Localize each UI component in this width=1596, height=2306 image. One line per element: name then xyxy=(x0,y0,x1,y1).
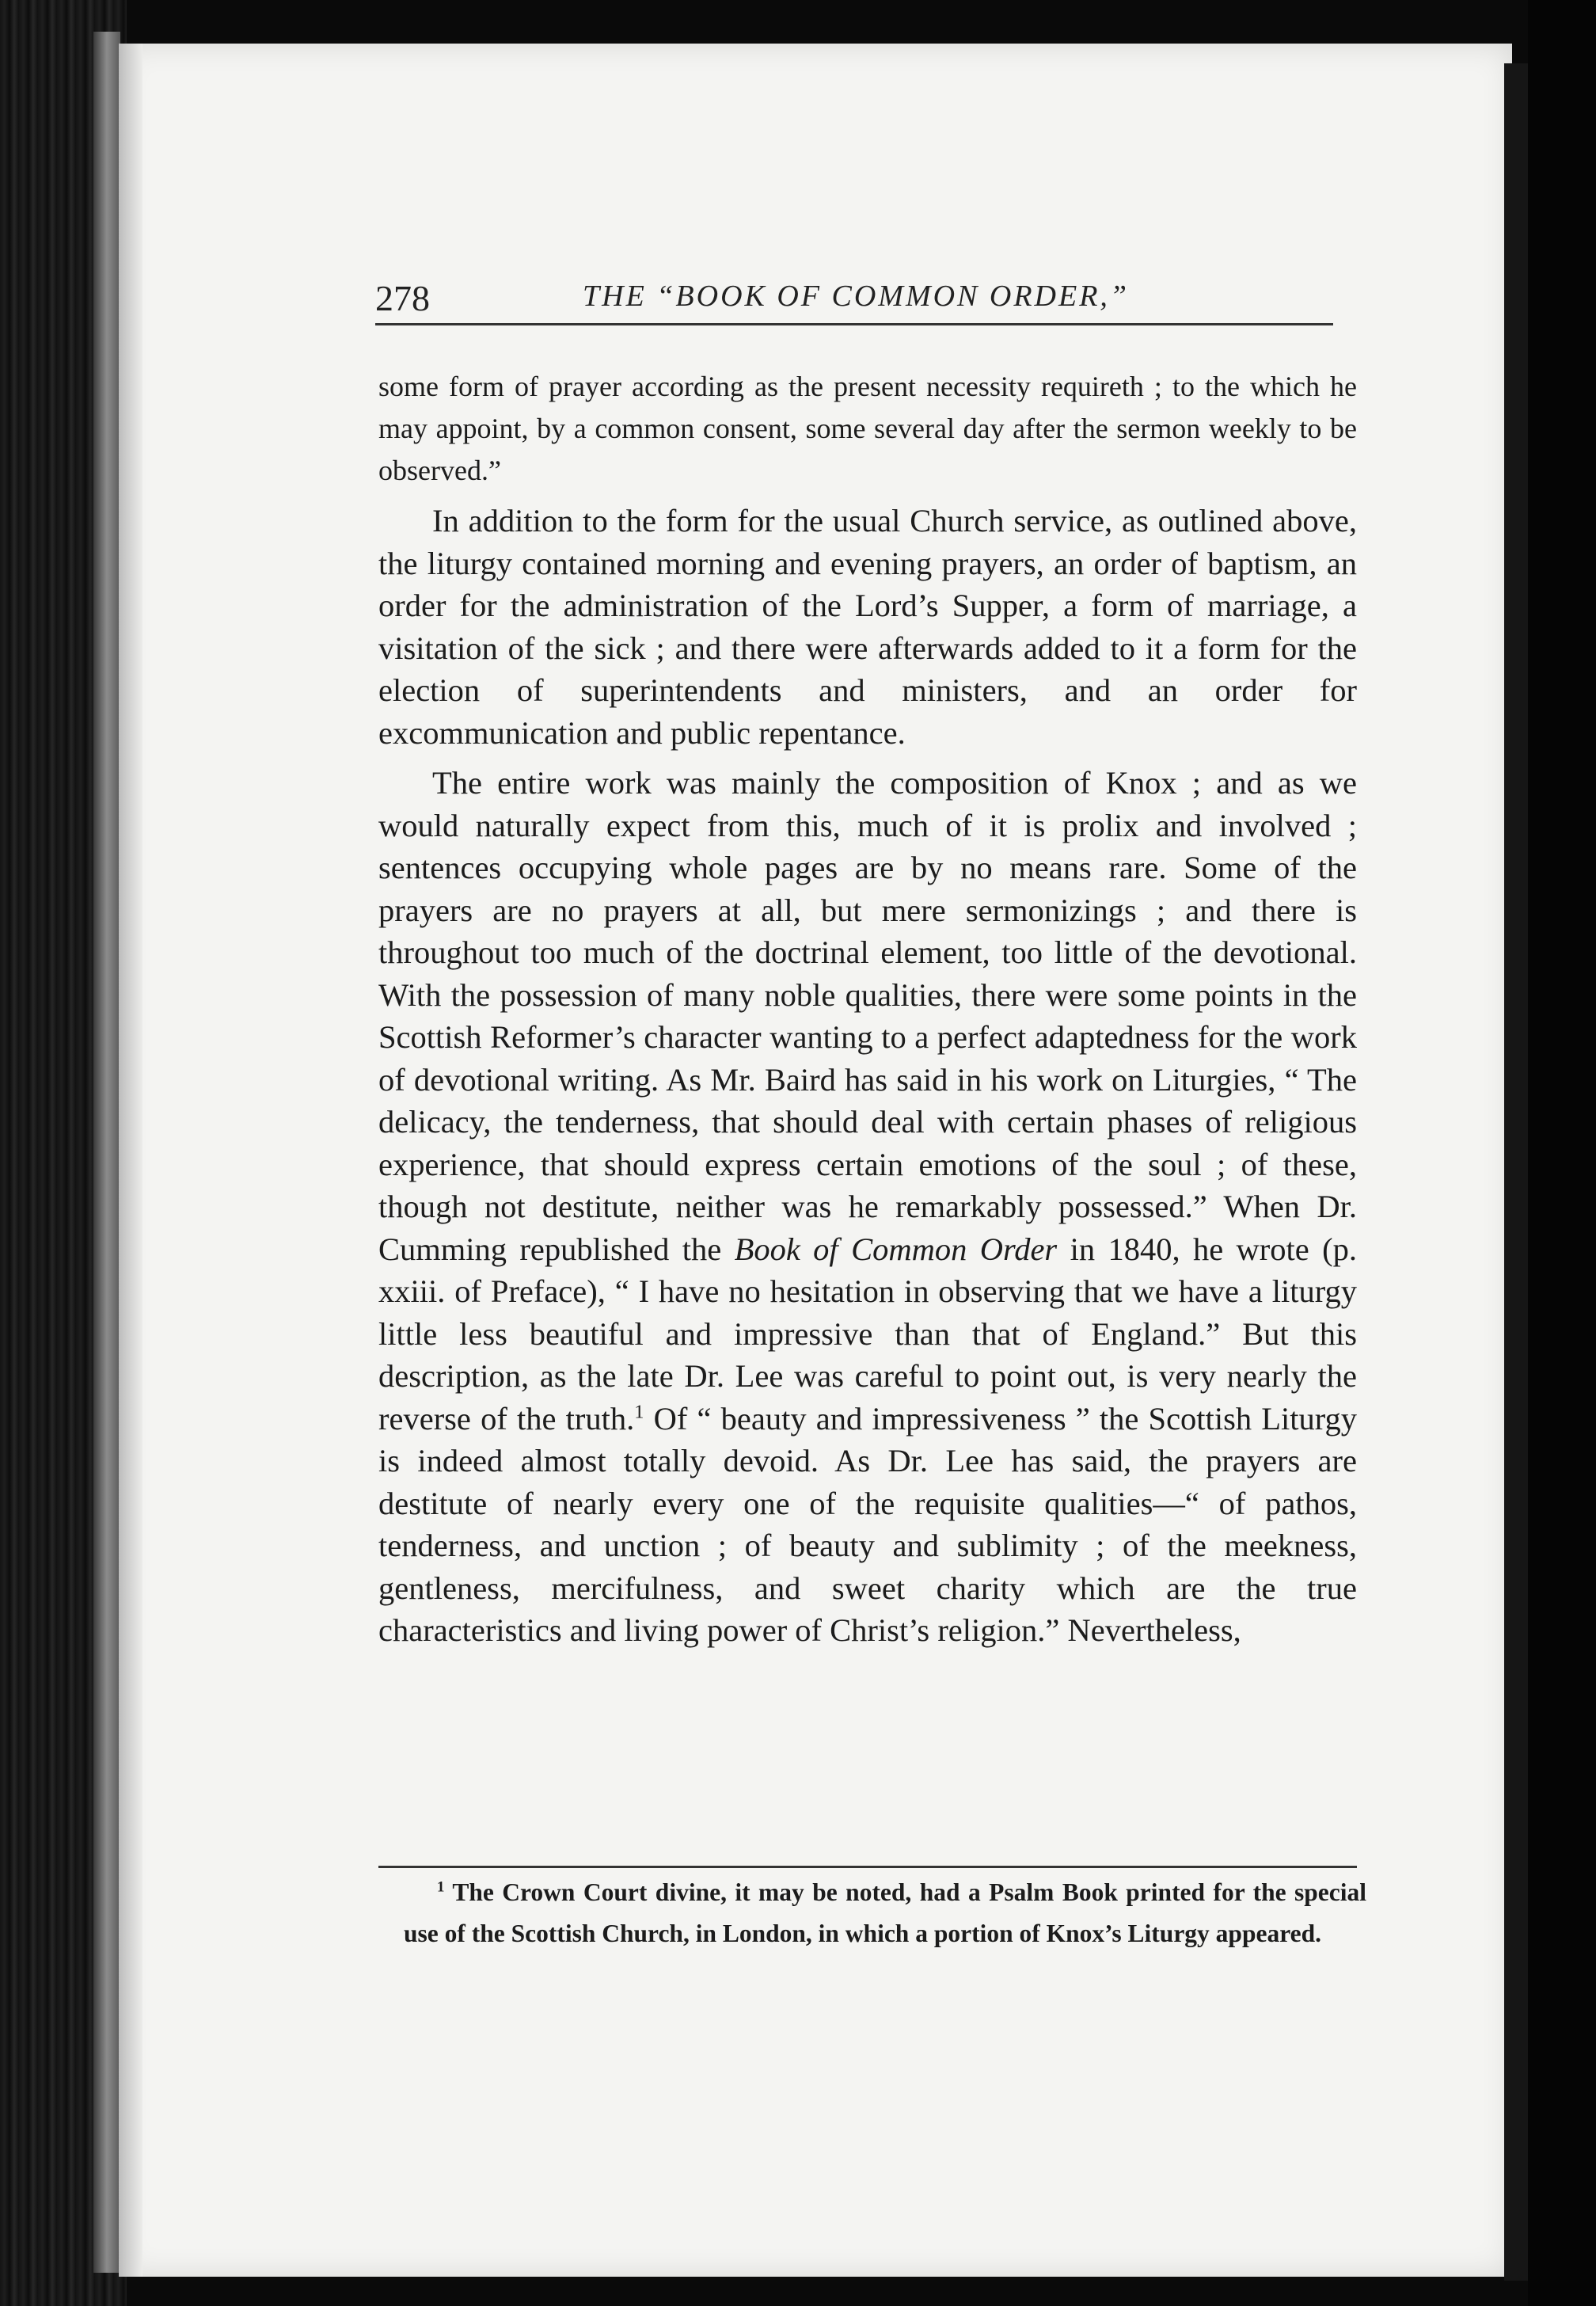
header-rule xyxy=(375,323,1333,325)
paragraph-3 xyxy=(378,762,1357,1652)
page-number: 278 xyxy=(375,278,430,318)
page-gutter xyxy=(119,44,142,2277)
footnote-text: The Crown Court divine, it may be noted, had a Psalm Book printed for the special use of the Scottish Church, in London, in which a portion of Knox’s Liturgy appeared. xyxy=(404,1878,1366,1947)
paragraph-3-part-c: Of “ beauty and impressiveness ” the Scottish Liturgy is indeed almost totally devoid. As Dr. Lee has said, the prayers are destitute of nearly every one of the requisite qualities—“ of pathos, tenderness, and unction ; of beauty and sublimity ; of the meekness, gentleness, mercifulness, and sweet charity which are the true characteristics and living power of Christ’s religion.” Nevertheless, xyxy=(378,1400,1357,1648)
paragraph-2: In addition to the form for the usual Church service, as outlined above, the liturgy contained morning and evening prayers, an order of baptism, an order for the administration of the Lord’s Supper, a form of marriage, a visitation of the sick ; and there were afterwards added to it a form for the election of superintendents and ministers, and an order for excommunication and public repentance. xyxy=(378,503,1357,751)
running-head: THE “BOOK OF COMMON ORDER,” xyxy=(583,280,1130,313)
footnote-marker: 1 xyxy=(437,1878,445,1896)
body-text xyxy=(378,366,1357,1652)
footnote-rule xyxy=(378,1866,1357,1868)
page-right-edge xyxy=(1504,63,1528,2281)
paragraph-1: some form of prayer according as the present necessity requireth ; to the which he may appoint, by a common consent, some several day after the sermon weekly to be observed.” xyxy=(378,371,1357,486)
page-header xyxy=(375,271,1333,326)
footnotes xyxy=(404,1872,1366,1954)
footnote-reference: 1 xyxy=(634,1401,644,1422)
paragraph-3-part-b: in 1840, he wrote (p. xxiii. of Preface), “ I have no hesitation in observing that we have a liturgy little less beautiful and impressive than that of England.” But this description, as the late Dr. Lee was careful to point out, is very nearly the reverse of the truth. xyxy=(378,1231,1358,1436)
paragraph-3-part-a: The entire work was mainly the composition of Knox ; and as we would naturally expect from this, much of it is prolix and involved ; sentences occupying whole pages are by no means rare. Some of the prayers are no prayers at all, but mere sermonizings ; and there is throughout too much of the doctrinal element, too little of the devotional. With the possession of many noble qualities, there were some points in the Scottish Reformer’s character wanting to a perfect adaptedness for the work of devotional writing. As Mr. Baird has said in his work on Liturgies, “ The delicacy, the tenderness, that should deal with certain phases of religious experience, that should express certain emotions of the soul ; of these, though not destitute, neither was he remarkably possessed.” When Dr. Cumming republished the xyxy=(378,765,1357,1267)
book-title: Book of Common Order xyxy=(734,1231,1058,1267)
footnote-1 xyxy=(404,1872,1366,1954)
spine-edge xyxy=(93,32,120,2273)
background-right xyxy=(1528,0,1596,2306)
